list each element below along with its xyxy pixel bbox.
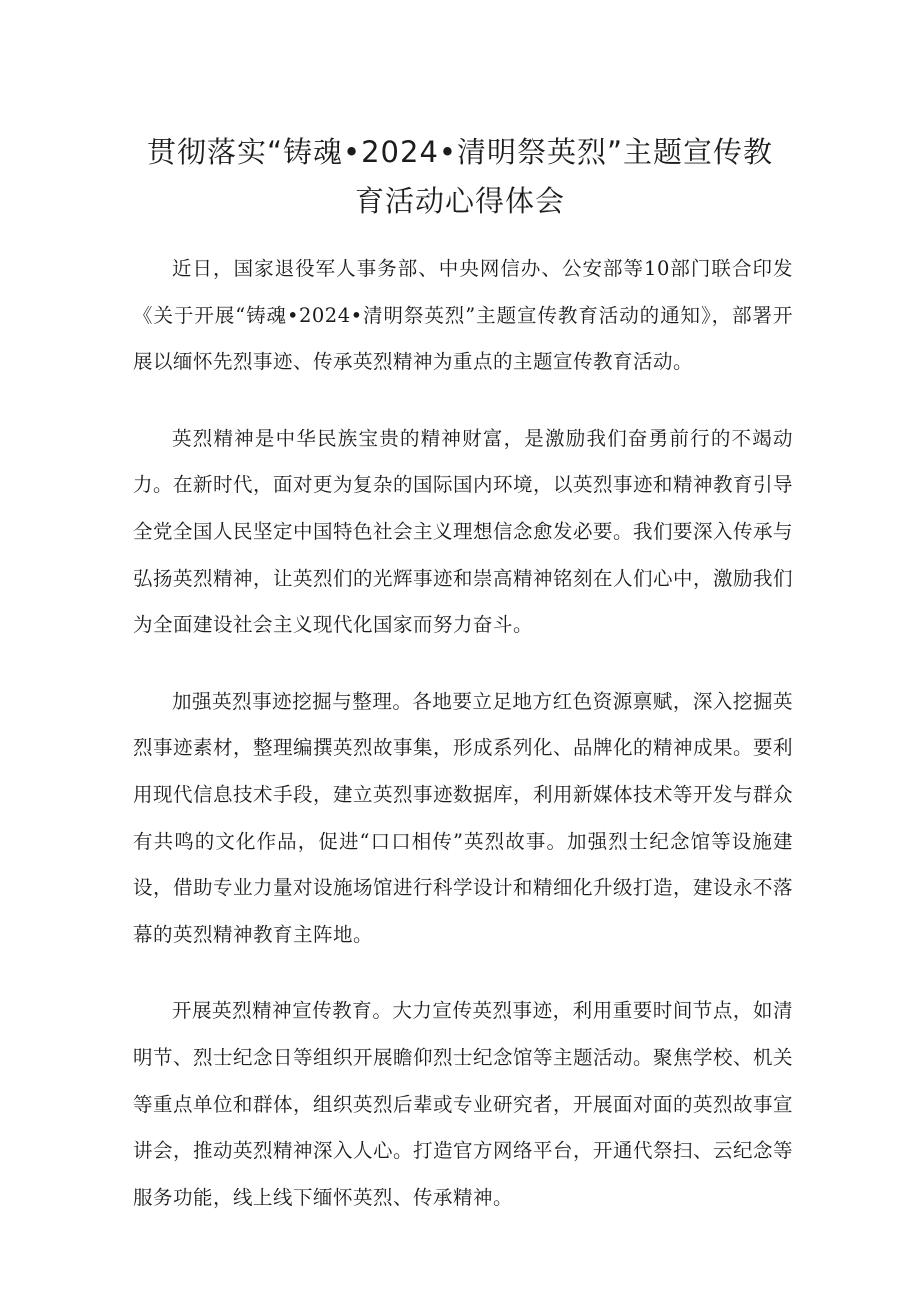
- paragraph-3: 加强英烈事迹挖掘与整理。各地要立足地方红色资源禀赋，深入挖掘英烈事迹素材，整理编撰英烈故事集，形成系列化、品牌化的精神成果。要利用现代信息技术手段，建立英烈事迹数据库，利用新媒体技术等开发与群众有共鸣的文化作品，促进“口口相传”英烈故事。加强烈士纪念馆等设施建设，借助专业力量对设施场馆进行科学设计和精细化升级打造，建设永不落幕的英烈精神教育主阵地。: [133, 689, 794, 946]
- title-line-1: 贯彻落实“铸魂•2024•清明祭英烈”主题宣传教: [146, 135, 774, 169]
- title-line-2: 育活动心得体会: [354, 184, 565, 218]
- paragraph-4: 开展英烈精神宣传教育。大力宣传英烈事迹，利用重要时间节点，如清明节、烈士纪念日等组织开展瞻仰烈士纪念馆等主题活动。聚焦学校、机关等重点单位和群体，组织英烈后辈或专业研究者，开展面对面的英烈故事宣讲会，推动英烈精神深入人心。打造官方网络平台，开通代祭扫、云纪念等服务功能，线上线下缅怀英烈、传承精神。: [133, 999, 794, 1209]
- paragraph-2: 英烈精神是中华民族宝贵的精神财富，是激励我们奋勇前行的不竭动力。在新时代，面对更为复杂的国际国内环境，以英烈事迹和精神教育引导全党全国人民坚定中国特色社会主义理想信念愈发必要。我们要深入传承与弘扬英烈精神，让英烈们的光辉事迹和崇高精神铭刻在人们心中，激励我们为全面建设社会主义现代化国家而努力奋斗。: [133, 426, 794, 637]
- paragraph-1: 近日，国家退役军人事务部、中央网信办、公安部等10部门联合印发《关于开展“铸魂•2024•清明祭英烈”主题宣传教育活动的通知》，部署开展以缅怀先烈事迹、传承英烈精神为重点的主题宣传教育活动。: [133, 257, 793, 374]
- document-title: [130, 128, 790, 226]
- document-body: [133, 246, 793, 1251]
